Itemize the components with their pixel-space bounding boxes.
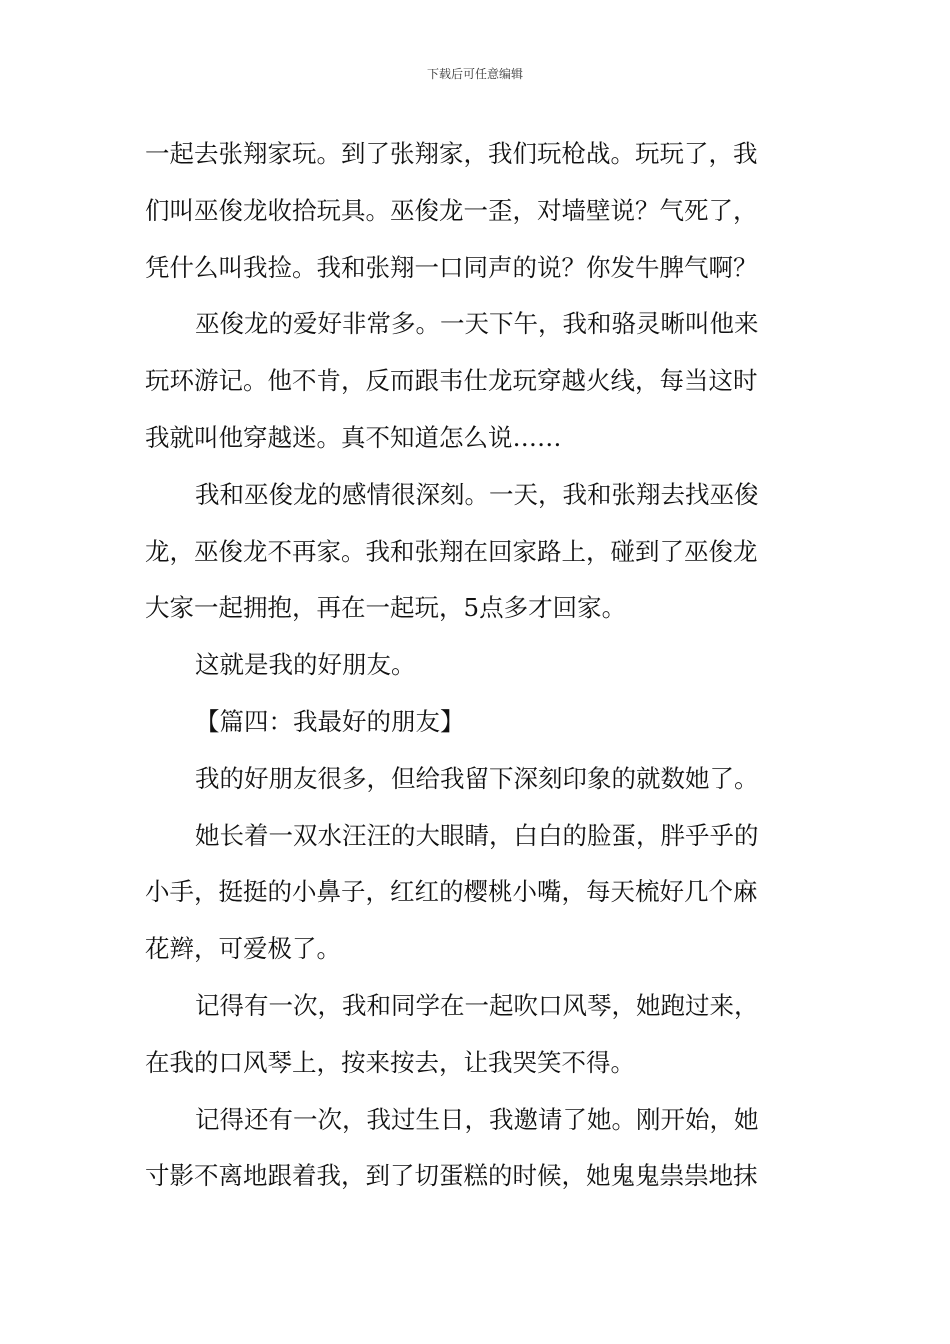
page-header: 下载后可任意编辑 [426,67,523,81]
text-line: 们叫巫俊龙收拾玩具。巫俊龙一歪，对墙壁说？气死了， [145,195,758,225]
text-line: 记得还有一次，我过生日，我邀请了她。刚开始，她 [195,1104,759,1134]
text-line: 花辫，可爱极了。 [145,934,341,964]
text-line: 我就叫他穿越迷。真不知道怎么说…… [145,422,562,452]
text-line: 小手，挺挺的小鼻子，红红的樱桃小嘴，每天梳好几个麻 [145,877,758,907]
text-line: 龙，巫俊龙不再家。我和张翔在回家路上，碰到了巫俊龙 [145,536,758,566]
text-line: 记得有一次，我和同学在一起吹口风琴，她跑过来， [195,990,759,1020]
text-line: 我的好朋友很多，但给我留下深刻印象的就数她了。 [195,763,759,793]
text-line: 巫俊龙的爱好非常多。一天下午，我和骆灵晰叫他来 [195,309,759,339]
document-body [145,126,807,1205]
text-line: 这就是我的好朋友。 [195,650,416,680]
section-heading: 【篇四：我最好的朋友】 [195,706,465,736]
text-line: 玩环游记。他不肯，反而跟韦仕龙玩穿越火线，每当这时 [145,366,758,396]
text-line: 我和巫俊龙的感情很深刻。一天，我和张翔去找巫俊 [195,479,759,509]
text-line: 大家一起拥抱，再在一起玩，5点多才回家。 [145,593,627,623]
text-line: 寸影不离地跟着我，到了切蛋糕的时候，她鬼鬼祟祟地抹 [145,1161,758,1191]
text-line: 她长着一双水汪汪的大眼睛，白白的脸蛋，胖乎乎的 [195,820,759,850]
text-line: 一起去张翔家玩。到了张翔家，我们玩枪战。玩玩了，我 [145,139,758,168]
text-line: 凭什么叫我捡。我和张翔一口同声的说？你发牛脾气啊？ [145,252,758,282]
text-line: 在我的口风琴上，按来按去，让我哭笑不得。 [145,1047,635,1077]
